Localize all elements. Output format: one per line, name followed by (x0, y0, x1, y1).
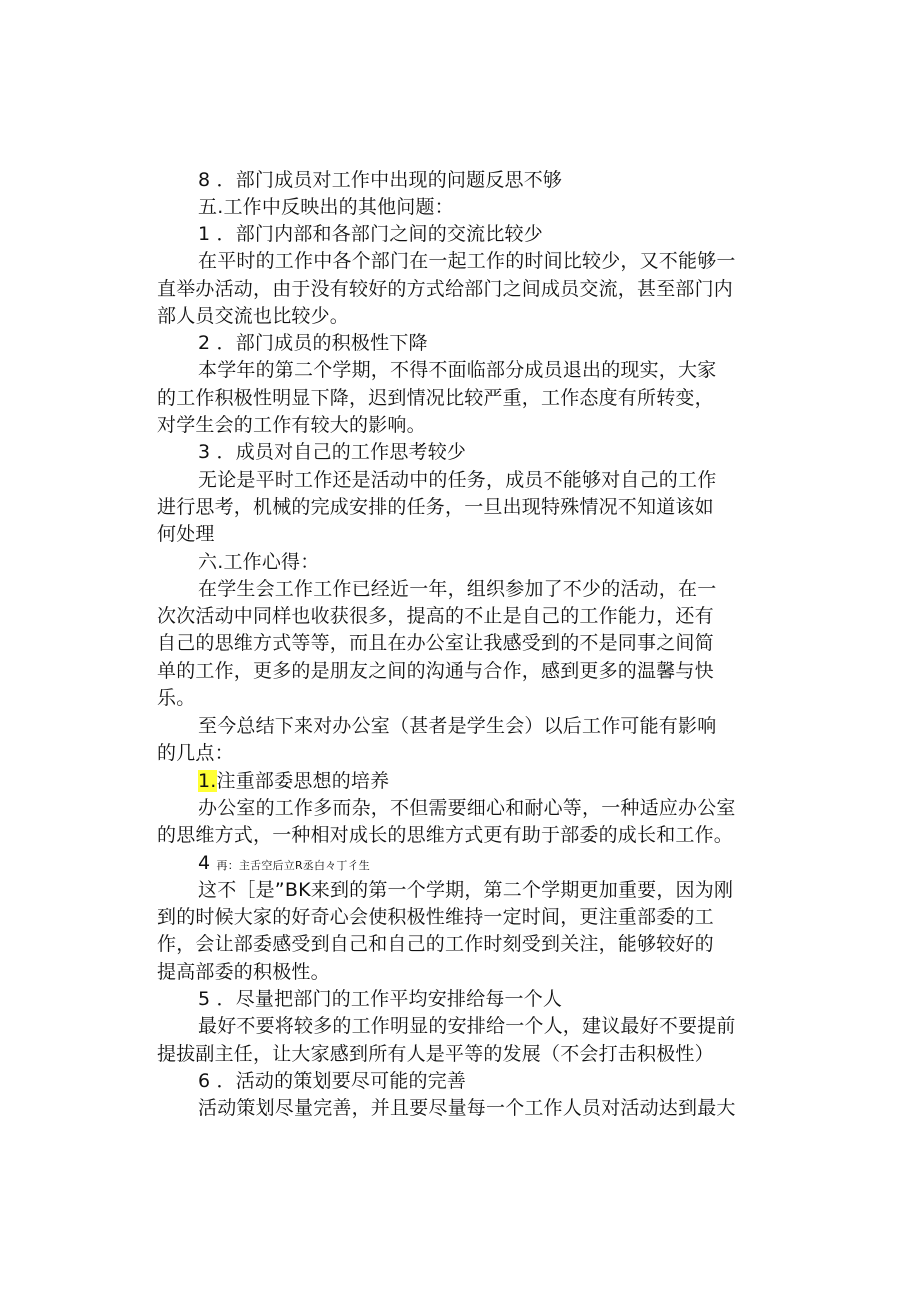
paragraph-line: 进行思考，机械的完成安排的任务，一旦出现特殊情况不知道该如 (157, 496, 714, 518)
paragraph-line: 最好不要将较多的工作明显的安排给一个人，建议最好不要提前 (198, 1015, 736, 1037)
paragraph-line: 活动策划尽量完善，并且要尽量每一个工作人员对活动达到最大 (198, 1097, 736, 1119)
paragraph-line: 办公室的工作多而杂，不但需要细心和耐心等，一种适应办公室 (198, 797, 736, 819)
paragraph-line: 次次活动中同样也收获很多，提高的不止是自己的工作能力，还有 (157, 605, 714, 627)
paragraph-line: 部人员交流也比较少。 (157, 305, 350, 327)
paragraph-line: 单的工作，更多的是朋友之间的沟通与合作，感到更多的温馨与快 (157, 660, 714, 682)
paragraph-line: 对学生会的工作有较大的影响。 (157, 414, 426, 436)
heading-line: 5 ．尽量把部门的工作平均安排给每一个人 (198, 988, 563, 1010)
paragraph-line: 的思维方式，一种相对成长的思维方式更有助于部委的成长和工作。 (157, 824, 734, 846)
paragraph-line: 的几点： (157, 742, 234, 764)
paragraph-line: 本学年的第二个学期，不得不面临部分成员退出的现实，大家 (198, 359, 717, 381)
heading-line: 6 ．活动的策划要尽可能的完善 (198, 1070, 467, 1092)
paragraph-line: 在平时的工作中各个部门在一起工作的时间比较少，又不能够一 (198, 250, 736, 272)
paragraph-line: 到的时候大家的好奇心会使积极性维持一定时间，更注重部委的工 (157, 906, 714, 928)
paragraph-line: 提拔副主任，让大家感到所有人是平等的发展（不会打击积极性） (157, 1043, 714, 1065)
paragraph-line: 自己的思维方式等等，而且在办公室让我感受到的不是同事之间简 (157, 632, 714, 654)
garbled-text: 再：主舌空后立R丞白々丁彳生 (216, 859, 370, 872)
numbered-heading (198, 767, 389, 795)
item-number: 4 (198, 852, 211, 874)
paragraph-line: 在学生会工作工作已经近一年，组织参加了不少的活动，在一 (198, 578, 717, 600)
heading-line: 8 ．部门成员对工作中出现的问题反思不够 (198, 169, 563, 191)
paragraph-line: 的工作积极性明显下降，迟到情况比较严重，工作态度有所转变， (157, 387, 714, 409)
paragraph-line: 直举办活动，由于没有较好的方式给部门之间成员交流，甚至部门内 (157, 278, 734, 300)
section-heading: 五.工作中反映出的其他问题： (198, 196, 454, 218)
paragraph-line: 至今总结下来对办公室（甚者是学生会）以后工作可能有影响 (198, 715, 717, 737)
heading-line: 1 ．部门内部和各部门之间的交流比较少 (198, 223, 543, 245)
heading-line: 2 ．部门成员的积极性下降 (198, 332, 428, 354)
section-heading: 六.工作心得： (198, 551, 320, 573)
paragraph-line: 何处理 (157, 523, 215, 545)
paragraph-line: 乐。 (157, 687, 196, 709)
paragraph-line: 作，会让部委感受到自己和自己的工作时刻受到关注，能够较好的 (157, 933, 714, 955)
highlighted-number: 1. (198, 770, 217, 792)
paragraph-line: 无论是平时工作还是活动中的任务，成员不能够对自己的工作 (198, 469, 717, 491)
heading-line: 3 ．成员对自己的工作思考较少 (198, 441, 467, 463)
paragraph-line: 提高部委的积极性。 (157, 961, 330, 983)
heading-text: 注重部委思想的培养 (216, 770, 390, 792)
paragraph-line: 这不［是”BK来到的第一个学期，第二个学期更加重要，因为刚 (198, 879, 734, 901)
